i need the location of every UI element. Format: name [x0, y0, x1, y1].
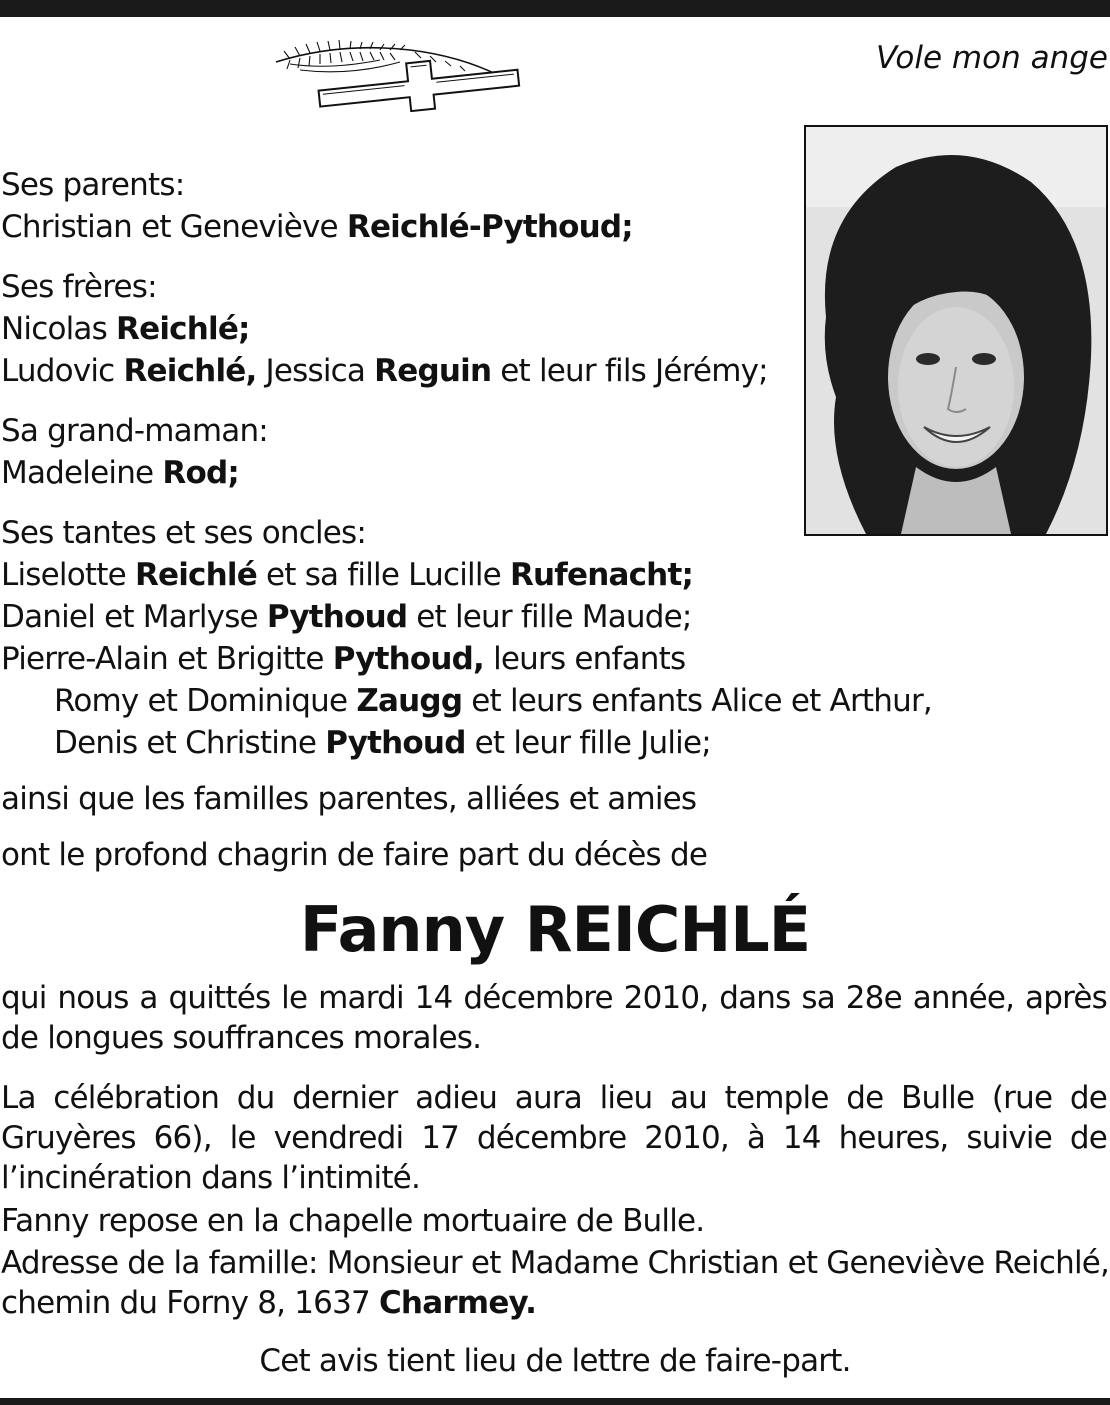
address-line-2: [1, 1283, 536, 1323]
ceremony-paragraph: La célébration du dernier adieu aura lieu au temple de Bulle (rue de Gruyères 66), le vendredi 17 décembre 2010, à 14 heures, suivie de l’incinération dans l’intimité.: [1, 1080, 1107, 1196]
relative-surname: Pythoud,: [332, 641, 485, 677]
grandmother-line: [1, 451, 239, 495]
aunts-uncles-heading: Ses tantes et ses oncles:: [1, 515, 367, 551]
aunts-uncles-line-2: [1, 595, 692, 639]
brother-1-surname: Reichlé;: [116, 311, 250, 347]
parents-line: [1, 205, 633, 249]
parents-names: Christian et Geneviève: [1, 209, 347, 245]
cross-with-palm-icon: [270, 40, 526, 112]
relative-name: et leur fille Maude;: [407, 599, 692, 635]
brothers-heading: Ses frères:: [1, 269, 157, 305]
relative-name: Romy et Dominique: [54, 683, 357, 719]
brother-1-line: [1, 307, 250, 351]
relative-surname: Pythoud: [325, 725, 466, 761]
relative-surname: Zaugg: [356, 683, 463, 719]
relative-name: Daniel et Marlyse: [1, 599, 267, 635]
deceased-name: Fanny REICHLÉ: [299, 893, 811, 966]
relative-surname: Pythoud: [266, 599, 408, 635]
portrait-photo: [804, 125, 1108, 536]
partner-surname: Reguin: [374, 353, 492, 389]
relative-name: et leurs enfants Alice et Arthur,: [462, 683, 932, 719]
aunts-uncles-line-3: [1, 637, 685, 681]
partner-name: Jessica: [256, 353, 375, 389]
brother-2-line: [1, 349, 768, 393]
relative-name: Denis et Christine: [54, 725, 326, 761]
bottom-rule: [0, 1398, 1110, 1405]
relative-name: et sa fille Lucille: [256, 557, 510, 593]
footer-note: Cet avis tient lieu de lettre de faire-part.: [259, 1343, 851, 1379]
parents-heading: Ses parents:: [1, 167, 185, 203]
brother-1-name: Nicolas: [1, 311, 117, 347]
top-rule: [0, 0, 1110, 17]
address-town: Charmey.: [378, 1285, 537, 1321]
relative-surname: Rufenacht;: [509, 557, 694, 593]
parents-surname: Reichlé-Pythoud;: [346, 209, 633, 245]
relative-name: Pierre-Alain et Brigitte: [1, 641, 333, 677]
announcement-line: ont le profond chagrin de faire part du décès de: [1, 837, 708, 873]
relative-surname: Reichlé: [134, 557, 257, 593]
passing-paragraph: qui nous a quittés le mardi 14 décembre 2010, dans sa 28e année, après de longues souffrances morales.: [1, 980, 1107, 1056]
aunts-uncles-line-4: [54, 679, 932, 723]
address-line-1: Adresse de la famille: Monsieur et Madame Christian et Geneviève Reichlé,: [1, 1245, 1110, 1281]
grandmother-heading: Sa grand-maman:: [1, 413, 268, 449]
motto: Vole mon ange: [876, 40, 1108, 76]
aunts-uncles-line-1: [1, 553, 693, 597]
relative-name: Liselotte: [1, 557, 135, 593]
aunts-uncles-line-5: [54, 721, 711, 765]
extended-family-line: ainsi que les familles parentes, alliées et amies: [1, 781, 697, 817]
brother-2-surname: Reichlé,: [123, 353, 257, 389]
child-name: et leur fils Jérémy;: [491, 353, 768, 389]
portrait-illustration: [806, 127, 1106, 534]
relative-name: leurs enfants: [484, 641, 686, 677]
chapel-line: Fanny repose en la chapelle mortuaire de Bulle.: [1, 1203, 705, 1239]
relative-name: et leur fille Julie;: [465, 725, 711, 761]
address-street: chemin du Forny 8, 1637: [1, 1285, 379, 1321]
brother-2-name: Ludovic: [1, 353, 124, 389]
grandmother-name: Madeleine: [1, 455, 163, 491]
grandmother-surname: Rod;: [162, 455, 239, 491]
